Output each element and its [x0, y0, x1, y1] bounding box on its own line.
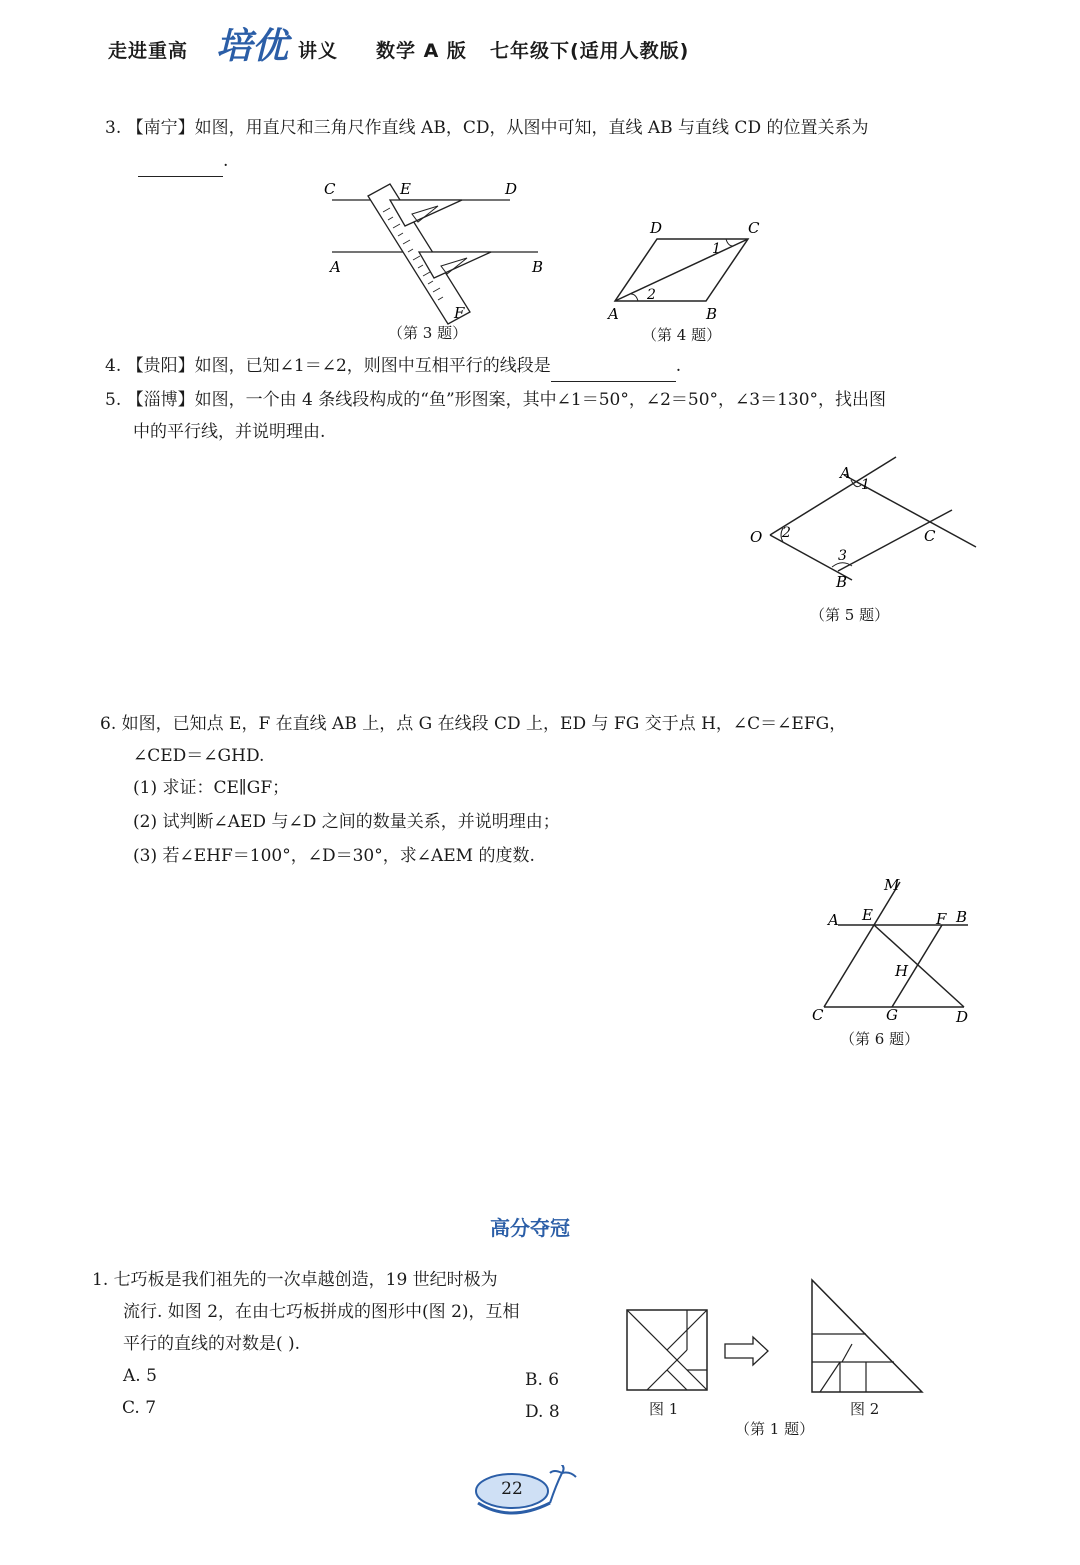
- question-6-part-3: (3) 若∠EHF＝100°，∠D＝30°，求∠AEM 的度数.: [133, 846, 535, 866]
- figure-3-caption: （第 3 题）: [388, 324, 468, 342]
- page-header: [108, 25, 988, 70]
- question-number: 3.: [105, 118, 122, 138]
- label-B: B: [956, 908, 968, 926]
- header-logo: 培优: [216, 25, 289, 67]
- angle-3-label: 3: [838, 548, 847, 564]
- question-text: 【贵阳】如图，已知∠1＝∠2，则图中互相平行的线段是: [126, 356, 551, 376]
- label-C: C: [924, 527, 936, 545]
- figure-4-caption: （第 4 题）: [642, 326, 722, 344]
- question-number: 5.: [105, 390, 122, 410]
- angle-2-label: 2: [647, 287, 656, 303]
- figure-6: [808, 870, 983, 1028]
- label-C: C: [324, 180, 336, 198]
- page-number-badge: [470, 1465, 580, 1525]
- problem-1-line-2: 流行. 如图 2，在由七巧板拼成的图形中(图 2)，互相: [123, 1302, 520, 1322]
- figure-6-caption: （第 6 题）: [840, 1030, 920, 1048]
- answer-blank[interactable]: [551, 359, 676, 382]
- label-G: G: [886, 1006, 898, 1024]
- punctuation: .: [223, 151, 229, 171]
- label-C: C: [748, 219, 760, 237]
- label-E: E: [400, 180, 411, 198]
- question-3: [105, 112, 868, 144]
- question-4: [105, 350, 681, 382]
- question-6-line-2: ∠CED＝∠GHD.: [133, 746, 265, 766]
- answer-blank[interactable]: [138, 154, 223, 177]
- question-3-answer-line: [138, 145, 228, 177]
- option-d[interactable]: D. 8: [525, 1402, 560, 1422]
- question-number: 6.: [100, 714, 117, 734]
- label-O: O: [750, 528, 763, 546]
- label-B: B: [706, 305, 718, 323]
- question-number: 1.: [92, 1270, 109, 1290]
- angle-1-label: 1: [861, 477, 870, 493]
- problem-1: [92, 1264, 498, 1296]
- figure-p1-caption: （第 1 题）: [735, 1420, 815, 1438]
- label-E: E: [862, 906, 873, 924]
- figure-5-caption: （第 5 题）: [810, 606, 890, 624]
- problem-1-line-3: 平行的直线的对数是( ).: [123, 1334, 301, 1354]
- figure-5: [740, 455, 985, 595]
- question-number: 4.: [105, 356, 122, 376]
- label-A: A: [828, 911, 839, 929]
- option-c[interactable]: C. 7: [122, 1398, 157, 1418]
- question-5-line-2: 中的平行线，并说明理由.: [133, 422, 326, 442]
- question-6-part-2: (2) 试判断∠AED 与∠D 之间的数量关系，并说明理由；: [133, 812, 560, 832]
- page-number: 22: [501, 1479, 523, 1499]
- figure-4: [600, 215, 770, 325]
- label-D: D: [956, 1008, 969, 1026]
- section-title: 高分夺冠: [490, 1216, 570, 1240]
- label-A: A: [840, 464, 851, 482]
- question-6: [100, 708, 846, 740]
- option-a[interactable]: A. 5: [123, 1366, 157, 1386]
- label-F: F: [936, 910, 947, 928]
- label-B: B: [532, 258, 544, 276]
- angle-1-label: 1: [712, 241, 721, 257]
- label-F: F: [454, 304, 465, 322]
- option-b[interactable]: B. 6: [525, 1370, 560, 1390]
- question-6-part-1: (1) 求证：CE∥GF；: [133, 778, 290, 798]
- label-H: H: [895, 962, 909, 980]
- label-D: D: [650, 219, 663, 237]
- header-series-title: 走进重高: [108, 40, 189, 62]
- label-D: D: [505, 180, 518, 198]
- label-C: C: [812, 1006, 824, 1024]
- question-text: 【南宁】如图，用直尺和三角尺作直线 AB，CD，从图中可知，直线 AB 与直线 CD 的位置关系为: [126, 118, 869, 138]
- header-grade: 七年级下(适用人教版): [490, 40, 690, 62]
- figure-1-label: 图 1: [649, 1400, 679, 1418]
- question-5: [105, 384, 886, 416]
- label-A: A: [608, 305, 619, 323]
- punctuation: .: [675, 356, 682, 376]
- angle-2-label: 2: [782, 525, 791, 541]
- question-text: 如图，已知点 E，F 在直线 AB 上，点 G 在线段 CD 上，ED 与 FG 交于点 H，∠C＝∠EFG，: [121, 714, 847, 734]
- label-B: B: [836, 573, 848, 591]
- label-A: A: [330, 258, 341, 276]
- figure-2-label: 图 2: [850, 1400, 880, 1418]
- header-lecture-label: 讲义: [298, 40, 339, 62]
- label-M: M: [884, 876, 900, 894]
- question-text: 【淄博】如图，一个由 4 条线段构成的“鱼”形图案，其中∠1＝50°，∠2＝50°，∠3＝130°，找出图: [126, 390, 887, 410]
- question-text: 七巧板是我们祖先的一次卓越创造，19 世纪时极为: [113, 1270, 498, 1290]
- header-subject: 数学 A 版: [376, 40, 467, 62]
